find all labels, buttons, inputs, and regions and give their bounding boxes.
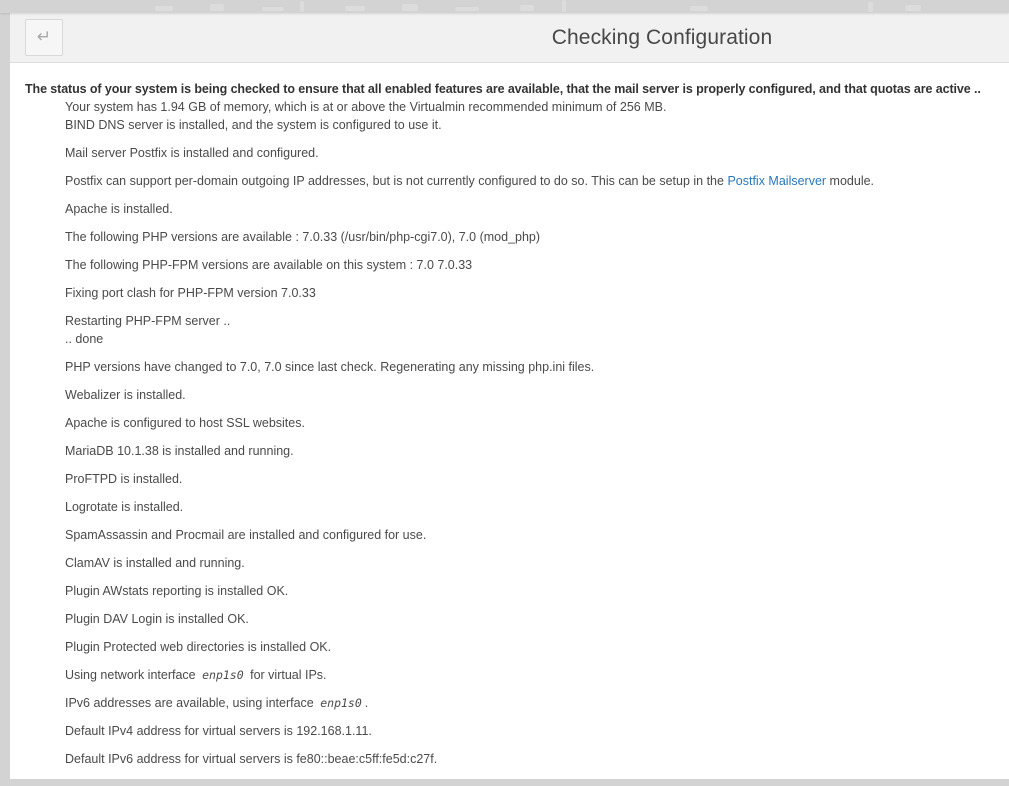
status-line: Plugin Protected web directories is installed OK. <box>65 640 332 654</box>
status-line: Postfix can support per-domain outgoing IP addresses, but is not currently configured to do so. This can be setup in the Postfix Mailserver module. <box>65 174 875 188</box>
cropped-heading-remnant <box>905 5 921 11</box>
status-entry <box>65 694 994 712</box>
status-entry <box>65 256 994 274</box>
status-line: MariaDB 10.1.38 is installed and running. <box>65 444 294 458</box>
status-line: Restarting PHP-FPM server .. <box>65 314 231 328</box>
status-entry <box>65 666 994 684</box>
cropped-heading-remnant <box>210 4 224 11</box>
status-entry <box>65 200 994 218</box>
status-line: PHP versions have changed to 7.0, 7.0 since last check. Regenerating any missing php.ini files. <box>65 360 595 374</box>
cropped-heading-remnant <box>345 6 365 11</box>
status-intro-text: The status of your system is being checked to ensure that all enabled features are available, that the mail server is properly configured, and that quotas are active .. <box>25 82 981 96</box>
status-line: Default IPv4 address for virtual servers is 192.168.1.11. <box>65 724 372 738</box>
status-entry <box>65 610 994 628</box>
status-entry <box>65 312 994 348</box>
page-title: Checking Configuration <box>551 25 773 49</box>
status-line: Fixing port clash for PHP-FPM version 7.0.33 <box>65 286 316 300</box>
status-line: BIND DNS server is installed, and the system is configured to use it. <box>65 118 442 132</box>
cropped-heading-remnant <box>868 2 873 12</box>
status-entry <box>65 284 994 302</box>
status-entry <box>65 172 994 190</box>
cropped-heading-remnant <box>520 5 534 11</box>
status-entry <box>65 498 994 516</box>
cropped-heading-remnant <box>262 7 284 11</box>
cropped-heading-remnant <box>155 6 173 11</box>
status-line: Apache is installed. <box>65 202 173 216</box>
left-gutter <box>0 13 10 786</box>
status-line: Using network interface enp1s0 for virtual IPs. <box>65 668 327 682</box>
status-entry <box>65 470 994 488</box>
status-line: The following PHP versions are available : 7.0.33 (/usr/bin/php-cgi7.0), 7.0 (mod_php) <box>65 230 541 244</box>
status-line: Plugin DAV Login is installed OK. <box>65 612 249 626</box>
return-arrow-icon: ↵ <box>36 27 52 47</box>
network-interface-code: enp1s0 <box>320 696 362 710</box>
status-entry <box>65 526 994 544</box>
status-entry <box>65 722 994 740</box>
status-line: Apache is configured to host SSL websites. <box>65 416 305 430</box>
status-entry <box>65 414 994 432</box>
main-panel <box>10 13 1009 779</box>
status-entry <box>65 144 994 162</box>
status-line: Logrotate is installed. <box>65 500 184 514</box>
status-line: IPv6 addresses are available, using interface enp1s0 . <box>65 696 369 710</box>
status-entry <box>65 98 994 134</box>
status-report <box>10 63 1009 768</box>
back-button[interactable] <box>25 19 63 56</box>
status-line: SpamAssassin and Procmail are installed and configured for use. <box>65 528 427 542</box>
cropped-heading-remnant <box>690 6 708 11</box>
cropped-heading-remnant <box>455 7 479 11</box>
status-line: The following PHP-FPM versions are available on this system : 7.0 7.0.33 <box>65 258 473 272</box>
status-entry <box>65 638 994 656</box>
status-entries <box>65 98 994 768</box>
status-line: .. done <box>65 332 104 346</box>
cropped-heading-remnant <box>300 1 304 12</box>
network-interface-code: enp1s0 <box>202 668 244 682</box>
status-entry <box>65 358 994 376</box>
cropped-heading-remnant <box>562 0 566 12</box>
status-line: ClamAV is installed and running. <box>65 556 245 570</box>
page-header <box>10 13 1009 63</box>
status-entry <box>65 228 994 246</box>
status-line: Mail server Postfix is installed and configured. <box>65 146 319 160</box>
status-entry <box>65 442 994 460</box>
postfix-mailserver-link[interactable]: Postfix Mailserver <box>727 174 827 188</box>
cropped-heading-remnant <box>402 4 418 11</box>
status-entry <box>65 582 994 600</box>
status-line: Webalizer is installed. <box>65 388 186 402</box>
bottom-band <box>0 779 1009 786</box>
status-line: Your system has 1.94 GB of memory, which is at or above the Virtualmin recommended minimum of 256 MB. <box>65 100 667 114</box>
status-line: Plugin AWstats reporting is installed OK. <box>65 584 289 598</box>
status-line: Default IPv6 address for virtual servers is fe80::beae:c5ff:fe5d:c27f. <box>65 752 438 766</box>
status-entry <box>65 554 994 572</box>
status-entry <box>65 386 994 404</box>
status-line: ProFTPD is installed. <box>65 472 183 486</box>
top-band <box>0 0 1009 13</box>
status-entry <box>65 750 994 768</box>
